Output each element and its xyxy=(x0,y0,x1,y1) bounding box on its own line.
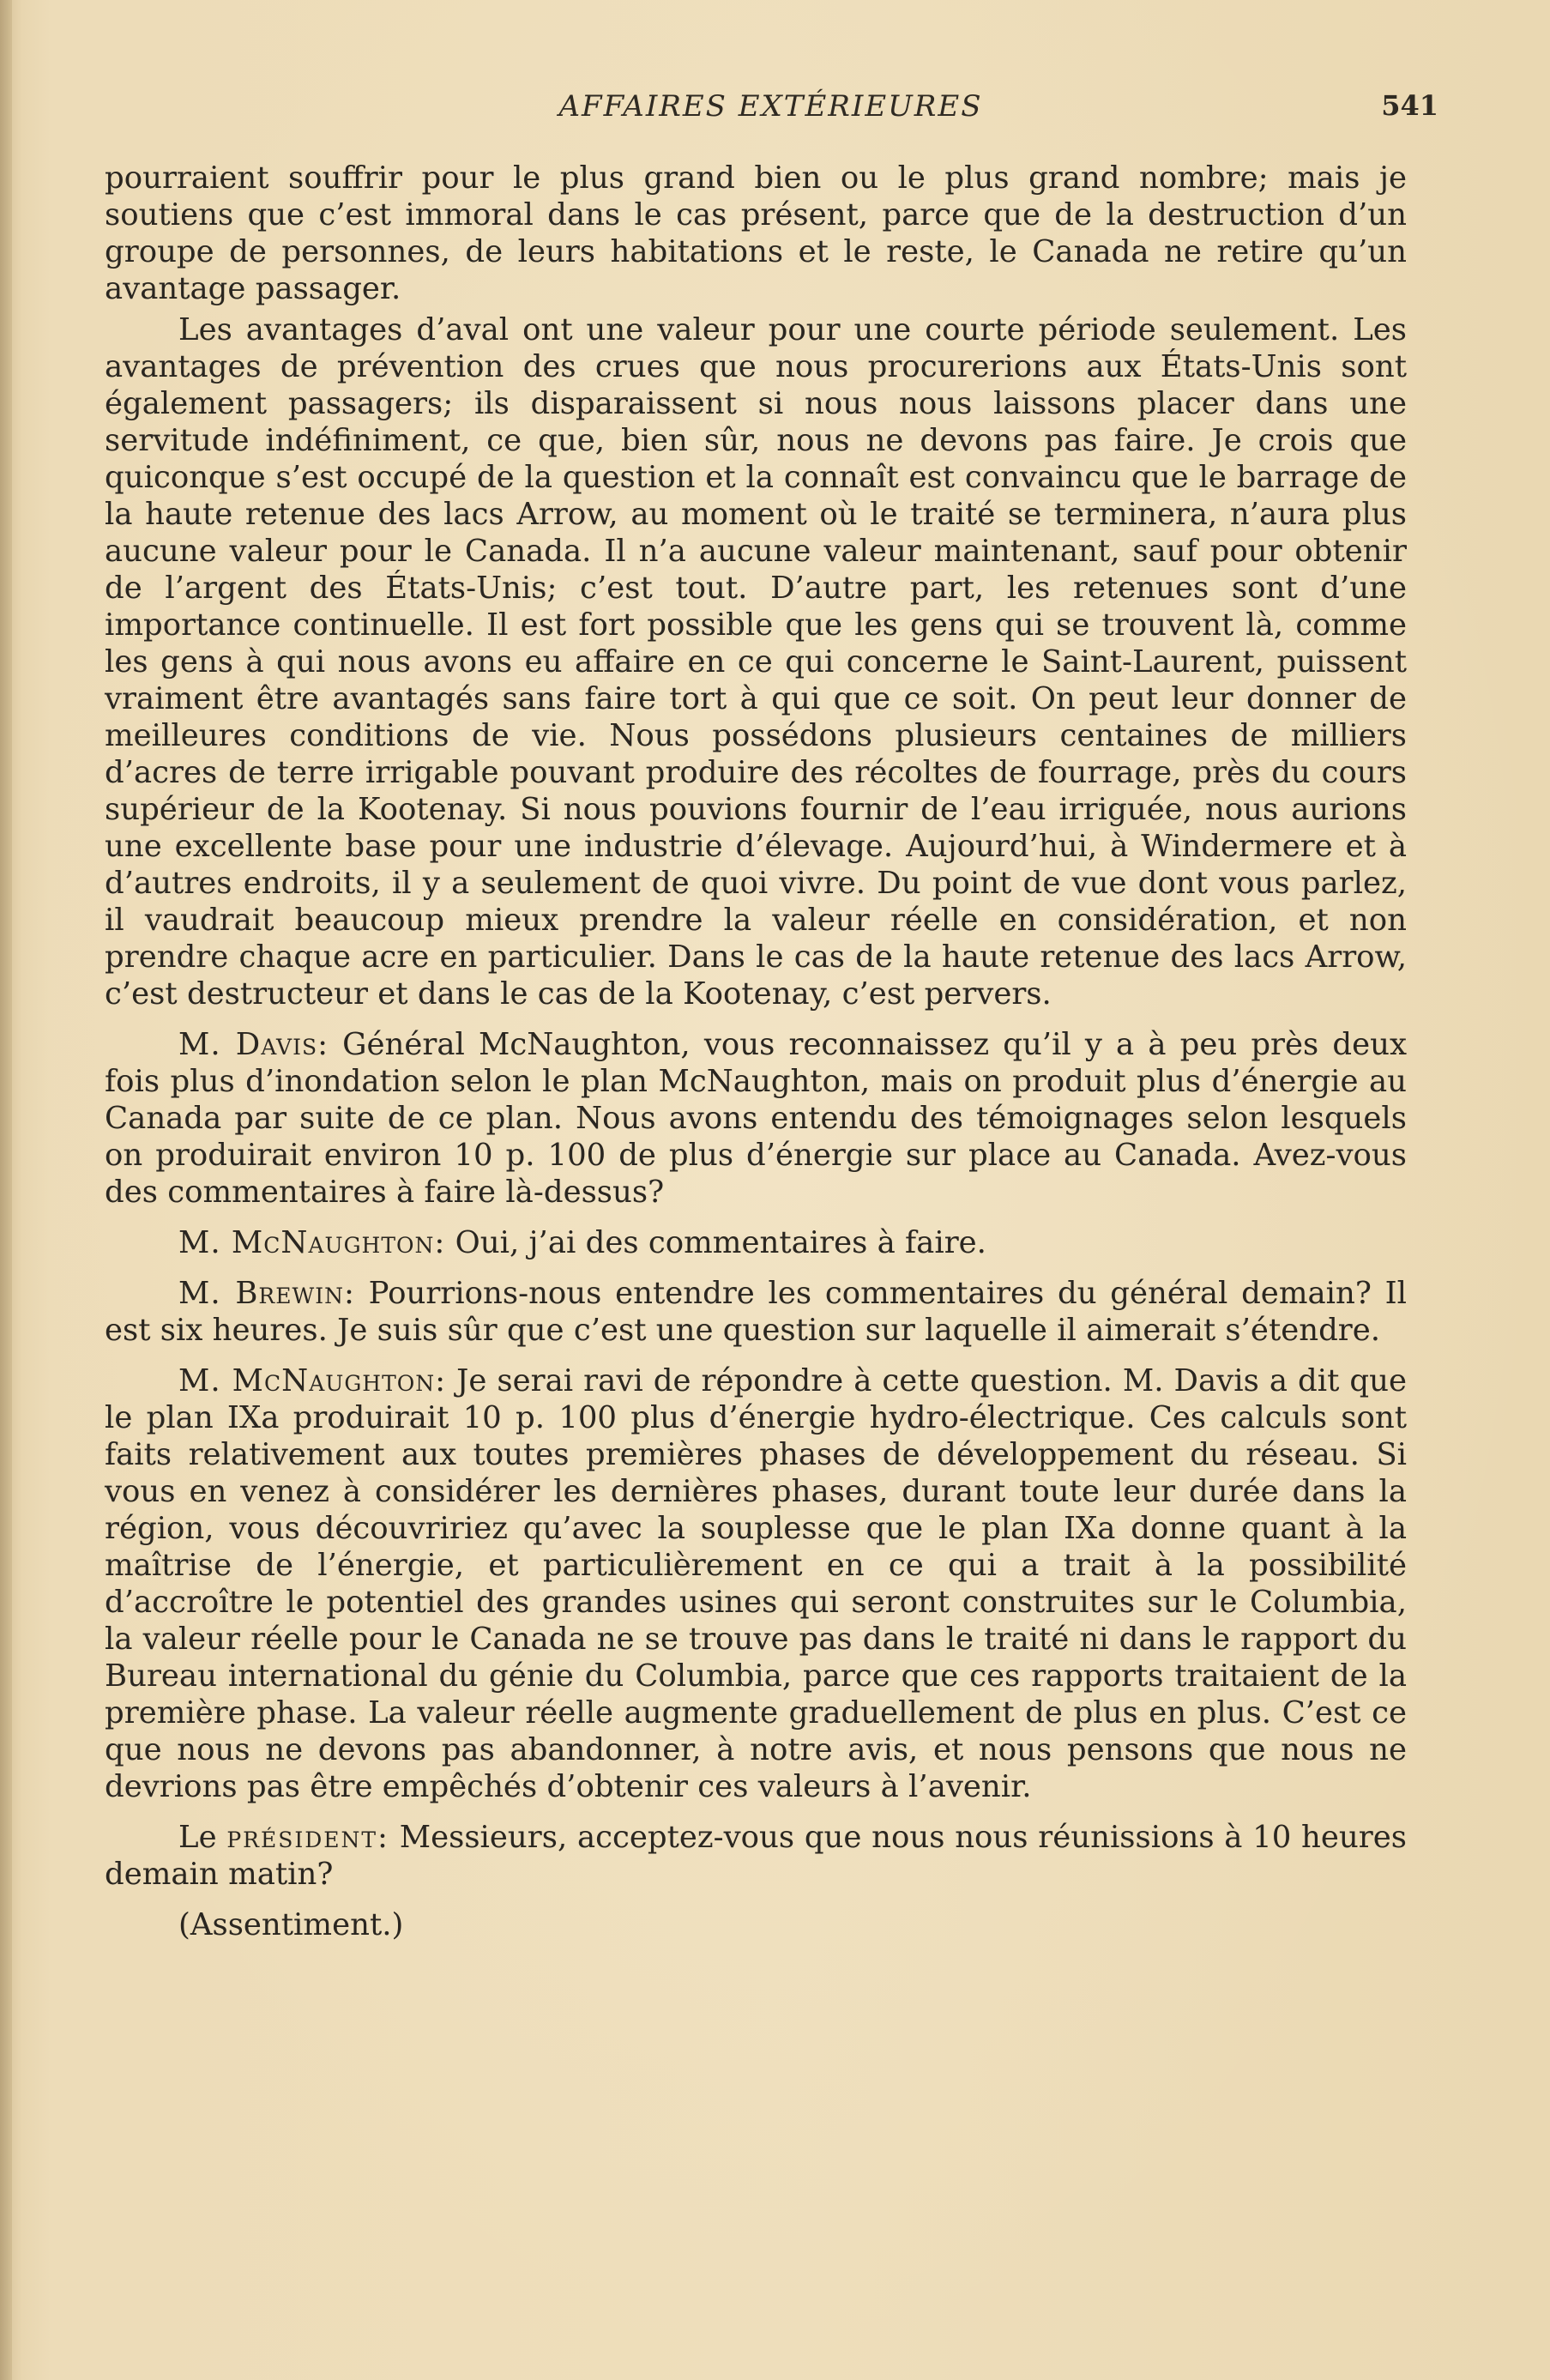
body-text xyxy=(105,160,1407,1948)
speaker-prefix: Le xyxy=(178,1820,227,1855)
paragraph-president xyxy=(105,1819,1407,1893)
speaker-mcnaughton: M. McNaughton: xyxy=(178,1225,446,1260)
speaker-president: président: xyxy=(226,1820,390,1855)
paragraph-2: Les avantages d’aval ont une valeur pour une courte période seulement. Les avantages de prévention des crues que nous procurerions aux États-Unis sont également passagers; ils disparaissent si nous nous laissons placer dans une servitude indéfiniment, ce que, bien sûr, nous ne devons pas faire. Je crois que quiconque s’est occupé de la question et la connaît est convaincu que le barrage de la haute retenue des lacs Arrow, au moment où le traité se terminera, n’aura plus aucune valeur pour le Canada. Il n’a aucune valeur maintenant, sauf pour obtenir de l’argent des États-Unis; c’est tout. D’autre part, les retenues sont d’une importance continuelle. Il est fort possible que les gens qui se trouvent là, comme les gens à qui nous avons eu affaire en ce qui concerne le Saint-Laurent, puissent vraiment être avantagés sans faire tort à qui que ce soit. On peut leur donner de meilleures conditions de vie. Nous possédons plusieurs centaines de milliers d’acres de terre irrigable pouvant produire des récoltes de fourrage, près du cours supérieur de la Kootenay. Si nous pouvions fournir de l’eau irriguée, nous aurions une excellente base pour une industrie d’élevage. Aujourd’hui, à Windermere et à d’autres endroits, il y a seulement de quoi vivre. Du point de vue dont vous parlez, il vaudrait beaucoup mieux prendre la valeur réelle en considération, et non prendre chaque acre en particulier. Dans le cas de la haute retenue des lacs Arrow, c’est destructeur et dans le cas de la Kootenay, c’est pervers. xyxy=(105,312,1407,1012)
speech-president: Messieurs, acceptez-vous que nous nous réunissions à 10 heures demain matin? xyxy=(105,1820,1407,1892)
speech-mcnaughton-1: Oui, j’ai des commentaires à faire. xyxy=(445,1225,986,1260)
speaker-mcnaughton-2: M. McNaughton: xyxy=(178,1363,447,1398)
page-number: 541 xyxy=(1381,89,1438,122)
speaker-brewin: M. Brewin: xyxy=(178,1276,355,1311)
speech-davis: Général McNaughton, vous reconnaissez qu’il y a à peu près deux fois plus d’inondation selon le plan McNaughton, mais on produit plus d’énergie au Canada par suite de ce plan. Nous avons entendu des témoignages selon lesquels on produirait environ 10 p. 100 de plus d’énergie sur place au Canada. Avez-vous des commentaires à faire là-dessus? xyxy=(105,1027,1407,1210)
paragraph-davis xyxy=(105,1026,1407,1211)
paragraph-assent: (Assentiment.) xyxy=(178,1907,404,1942)
speaker-davis: M. Davis: xyxy=(178,1027,329,1062)
running-title: AFFAIRES EXTÉRIEURES xyxy=(558,89,983,124)
speech-mcnaughton-2: Je serai ravi de répondre à cette question. M. Davis a dit que le plan IXa produirait 10 p. 100 plus d’énergie hydro-électrique. Ces calculs sont faits relativement aux toutes premières phases de développement du réseau. Si vous en venez à considérer les dernières phases, durant toute leur durée dans la région, vous découvririez qu’avec la souplesse que le plan IXa donne quant à la maîtrise de l’énergie, et particulièrement en ce qui a trait à la possibilité d’accroître le potentiel des grandes usines qui seront construites sur le Columbia, la valeur réelle pour le Canada ne se trouve pas dans le traité ni dans le rapport du Bureau international du génie du Columbia, parce que ces rapports traitaient de la première phase. La valeur réelle augmente graduellement de plus en plus. C’est ce que nous ne devons pas abandonner, à notre avis, et nous pensons que nous ne devrions pas être empêchés d’obtenir ces valeurs à l’avenir. xyxy=(105,1363,1407,1804)
running-header xyxy=(103,89,1438,132)
paragraph-1: pourraient souffrir pour le plus grand bien ou le plus grand nombre; mais je soutiens que c’est immoral dans le cas présent, parce que de la destruction d’un groupe de personnes, de leurs habitations et le reste, le Canada ne retire qu’un avantage passager. xyxy=(105,160,1407,306)
paragraph-brewin xyxy=(105,1275,1407,1349)
binding-edge xyxy=(0,0,12,2380)
paragraph-mcnaughton-1 xyxy=(105,1224,1407,1261)
speech-brewin: Pourrions-nous entendre les commentaires du général demain? Il est six heures. Je suis sûr que c’est une question sur laquelle il aimerait s’étendre. xyxy=(105,1276,1407,1348)
paragraph-mcnaughton-2 xyxy=(105,1362,1407,1805)
